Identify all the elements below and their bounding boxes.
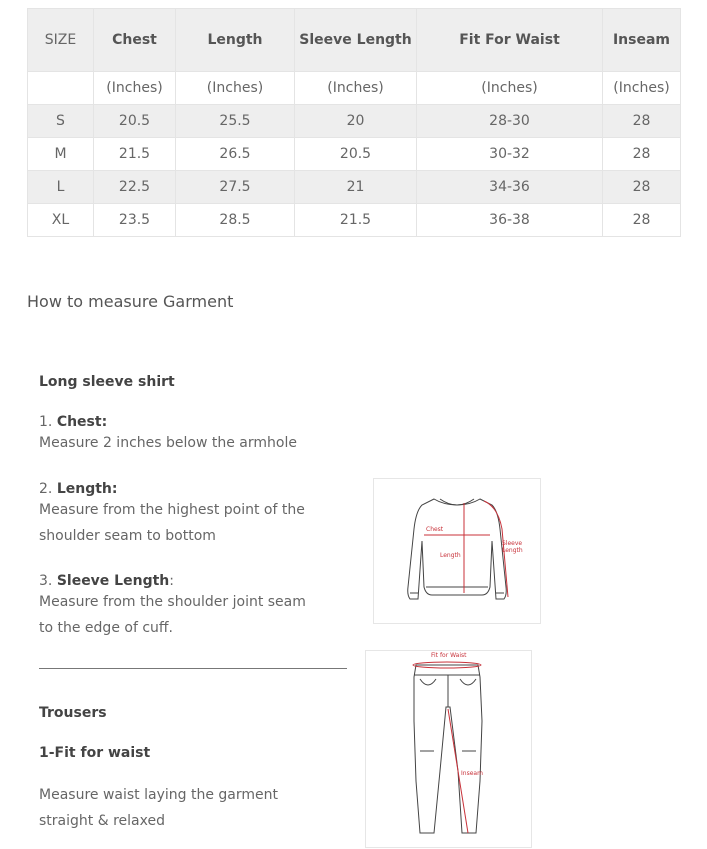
sleeve-instruction [39,573,306,641]
units-cell [28,72,94,105]
waist-instruction [39,782,278,834]
table-cell: 28.5 [176,204,295,237]
header-fit-for-waist: Fit For Waist [417,9,603,72]
shirt-heading [39,374,175,390]
table-cell: 20.5 [295,138,417,171]
shirt-measurement-diagram [373,478,541,624]
section-separator [39,668,347,669]
table-cell: 26.5 [176,138,295,171]
table-row [28,171,681,204]
item-label: Length: [56,481,118,497]
table-cell: 28 [603,105,681,138]
size-cell: L [28,171,94,204]
size-cell: M [28,138,94,171]
instruction-line: to the edge of cuff. [39,620,173,636]
instruction-line: Measure waist laying the garment [39,787,278,803]
table-cell: 21 [295,171,417,204]
size-chart-table [27,8,681,237]
table-cell: 28 [603,204,681,237]
table-cell: 28 [603,171,681,204]
item-number: 2. [39,481,53,497]
waist-subheading [39,745,150,761]
item-label: Chest: [56,414,108,430]
header-inseam: Inseam [603,9,681,72]
table-cell: 20.5 [94,105,176,138]
table-cell: 30-32 [417,138,603,171]
table-header-row [28,9,681,72]
table-cell: 28-30 [417,105,603,138]
table-cell: 21.5 [94,138,176,171]
instruction-line: Measure 2 inches below the armhole [39,435,297,451]
trousers-measurement-diagram [365,650,532,848]
table-cell: 36-38 [417,204,603,237]
shirt-heading-text: Long sleeve shirt [39,374,175,390]
table-cell: 21.5 [295,204,417,237]
table-cell: 22.5 [94,171,176,204]
inseam-diagram-label: Inseam [461,770,483,777]
item-label-suffix: : [169,573,174,589]
units-cell: (Inches) [176,72,295,105]
size-cell: XL [28,204,94,237]
header-sleeve-length: Sleeve Length [295,9,417,72]
size-cell: S [28,105,94,138]
length-instruction [39,481,305,549]
instruction-line: shoulder seam to bottom [39,528,216,544]
table-cell: 27.5 [176,171,295,204]
header-length: Length [176,9,295,72]
item-number: 3. [39,573,53,589]
waist-diagram-label: Fit for Waist [431,652,467,659]
instruction-line: Measure from the shoulder joint seam [39,594,306,610]
table-cell: 34-36 [417,171,603,204]
item-label: Sleeve Length [56,573,170,589]
item-number: 1. [39,414,53,430]
instruction-line: straight & relaxed [39,813,165,829]
units-cell: (Inches) [417,72,603,105]
units-cell: (Inches) [295,72,417,105]
chest-diagram-label: Chest [426,526,444,533]
table-row [28,105,681,138]
trousers-heading-text: Trousers [39,705,107,721]
units-row [28,72,681,105]
sleeve-diagram-label-2: Length [502,547,523,554]
header-chest: Chest [94,9,176,72]
length-diagram-label: Length [440,552,461,559]
trousers-heading [39,705,107,721]
units-cell: (Inches) [603,72,681,105]
table-cell: 20 [295,105,417,138]
waist-subheading-text: 1-Fit for waist [39,745,151,761]
instruction-line: Measure from the highest point of the [39,502,305,518]
sleeve-diagram-label: Sleeve [502,540,523,547]
table-cell: 23.5 [94,204,176,237]
chest-instruction [39,414,297,456]
table-cell: 28 [603,138,681,171]
table-cell: 25.5 [176,105,295,138]
table-row [28,138,681,171]
how-to-measure-title: How to measure Garment [27,292,234,311]
table-row [28,204,681,237]
units-cell: (Inches) [94,72,176,105]
header-size: SIZE [28,9,94,72]
